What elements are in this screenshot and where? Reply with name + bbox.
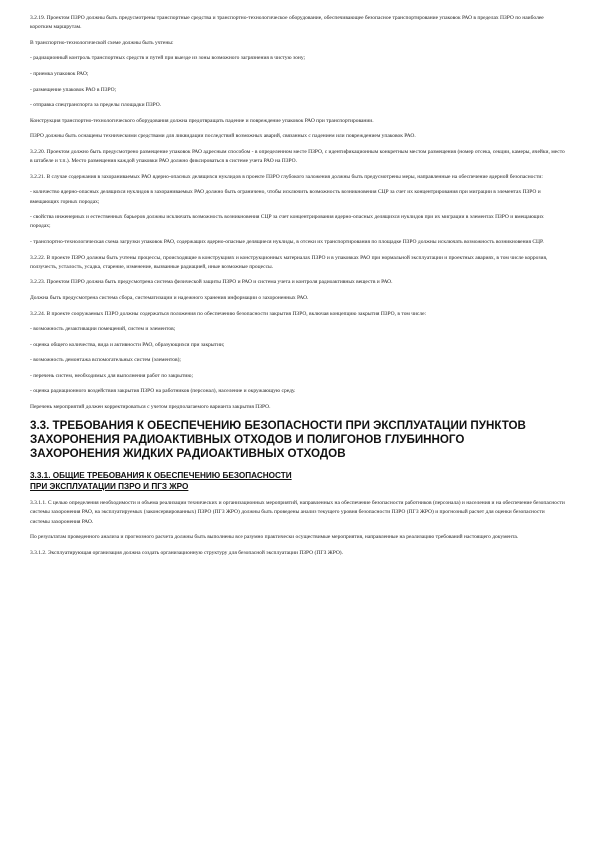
subsection-heading-3-3-1 [30, 471, 565, 492]
list-item-nuclide-limit: - количество ядерно-опасных делящихся нуклидов в захораниваемых РАО должно быть ограничено, чтобы исключить возможность возникновения СЦР за счет их концентрирования при миграции в элементах ПЗРО и вмещающих горных породах; [30, 189, 541, 205]
paragraph-3-3-1-1: 3.3.1.1. С целью определения необходимости и объема реализации технических и организационных мероприятий, направленных на обеспечение безопасности работников (персонала) и населения и на обеспечение безопасности системы захоронения РАО, на эксплуатируемых (законсервированных) ПЗРО (ПГЗ ЖРО) должны быть проведены анализ текущего уровня безопасности ПЗРО (ПГЗ ЖРО) и прогнозный расчет для оценки безопасности системы захоронения РАО. [30, 500, 565, 525]
subsection-heading-line: 3.3.1. ОБЩИЕ ТРЕБОВАНИЯ К ОБЕСПЕЧЕНИЮ БЕЗОПАСНОСТИ [30, 471, 292, 481]
list-item-loading-scheme: - транспортно-технологическая схема загрузки упаковок РАО, содержащих ядерно-опасные делящиеся нуклиды, в отсеки их транспортирования по площадке ПЗРО должны исключать возможность возникновения СЦР. [30, 238, 544, 245]
subsection-heading-line: ПРИ ЭКСПЛУАТАЦИИ ПЗРО И ПГЗ ЖРО [30, 481, 189, 491]
paragraph-3-2-22: 3.2.22. В проекте ПЗРО должны быть учтены процессы, происходящие в конструкциях и конструкционных материалах ПЗРО и в упаковках РАО при нормальной эксплуатации и проектных авариях, в том числе коррозия, ползучесть, усталость, усадка, старение, изменение, вызванные радиацией, иные возможные процессы. [30, 254, 548, 270]
list-item-transport-dispatch: - отправка спецтранспорта за пределы площадки ПЗРО. [30, 102, 162, 109]
list-item-systems-list: - перечень систем, необходимых для выполнения работ по закрытию; [30, 372, 193, 379]
paragraph-3-2-20: 3.2.20. Проектом должно быть предусмотрено размещение упаковок РАО адресным способом - в определенном месте ПЗРО, с идентификационным конкретным местом размещения (номер отсека, секции, камеры, ячейки, место в штабеле и т.п.). Место размещения каждой упаковки РАО должно фиксироваться в системе учета РАО на ПЗРО. [30, 148, 565, 165]
list-item-decontamination: - возможность дезактивации помещений, систем и элементов; [30, 326, 176, 333]
list-item-waste-estimate: - оценка общего количества, вида и активности РАО, образующихся при закрытии; [30, 341, 225, 348]
paragraph-measures-correction: Перечень мероприятий должен корректироваться с учетом предполагаемого варианта закрытия ПЗРО. [30, 404, 271, 411]
list-item-barrier-properties: - свойства инженерных и естественных барьеров должны исключать возможность возникновения СЦР за счет концентрирования ядерно-опасных делящихся нуклидов при их миграции в элементах ПЗРО и вмещающих породах; [30, 214, 544, 230]
paragraph-equipment-design: Конструкция транспортно-технологического оборудования должна предотвращать падение и повреждение упаковок РАО при транспортировании. [30, 117, 374, 124]
paragraph-3-2-21: 3.2.21. В случае содержания в захораниваемых РАО ядерно-опасных делящихся нуклидов в проекте ПЗРО глубокого заложения должны быть предусмотрены меры, направленные на обеспечение ядерной безопасности: [30, 173, 543, 180]
paragraph-3-2-19: 3.2.19. Проектом ПЗРО должны быть предусмотрены транспортные средства и транспортно-технологическое оборудование, обеспечивающее безопасное транспортирование упаковок РАО в пределах ПЗРО по наиболее коротким маршрутам. [30, 15, 544, 31]
list-item-dismantling: - возможность демонтажа вспомогательных систем (элементов); [30, 357, 181, 364]
paragraph-transport-scheme-intro: В транспортно-технологической схеме должны быть учтены: [30, 39, 174, 46]
paragraph-accident-means: ПЗРО должны быть оснащены техническими средствами для ликвидации последствий возможных аварий, связанных с падением или повреждением упаковок РАО. [30, 133, 416, 140]
section-heading-line: ЗАХОРОНЕНИЯ РАДИОАКТИВНЫХ ОТХОДОВ И ПОЛИГОНОВ ГЛУБИННОГО [30, 432, 465, 446]
list-item-impact-assessment: - оценка радиационного воздействия закрытия ПЗРО на работников (персонал), население и окружающую среду. [30, 388, 296, 395]
section-heading-3-3 [30, 419, 565, 462]
paragraph-analysis-results: По результатам проведенного анализа и прогнозного расчета должны быть выполнены все разумно практически осуществимые мероприятия, направленные на реализацию требований настоящего документа. [30, 534, 519, 541]
list-item-package-acceptance: - приемка упаковок РАО; [30, 70, 89, 77]
section-heading-line: 3.3. ТРЕБОВАНИЯ К ОБЕСПЕЧЕНИЮ БЕЗОПАСНОСТИ ПРИ ЭКСПЛУАТАЦИИ ПУНКТОВ [30, 418, 526, 432]
section-heading-line: ЗАХОРОНЕНИЯ ЖИДКИХ РАДИОАКТИВНЫХ ОТХОДОВ [30, 447, 346, 461]
paragraph-3-2-24: 3.2.24. В проекте сооружаемых ПЗРО должны содержаться положения по обеспечению безопасности закрытия ПЗРО, включая концепцию закрытия ПЗРО, в том числе: [30, 310, 427, 317]
paragraph-information-storage: Должна быть предусмотрена система сбора, систематизации и надежного хранения информации о захороненных РАО. [30, 294, 309, 301]
paragraph-3-2-23: 3.2.23. Проектом ПЗРО должна быть предусмотрена система физической защиты ПЗРО и РАО и система учета и контроля радиоактивных веществ и РАО. [30, 279, 393, 286]
list-item-radiation-control: - радиационный контроль транспортных средств и путей при выезде из зоны возможного загрязнения в чистую зону; [30, 55, 306, 62]
list-item-package-placement: - размещение упаковок РАО в ПЗРО; [30, 86, 117, 93]
paragraph-3-3-1-2: 3.3.1.2. Эксплуатирующая организация должна создать организационную структуру для безопасной эксплуатации ПЗРО (ПГЗ ЖРО). [30, 549, 344, 556]
